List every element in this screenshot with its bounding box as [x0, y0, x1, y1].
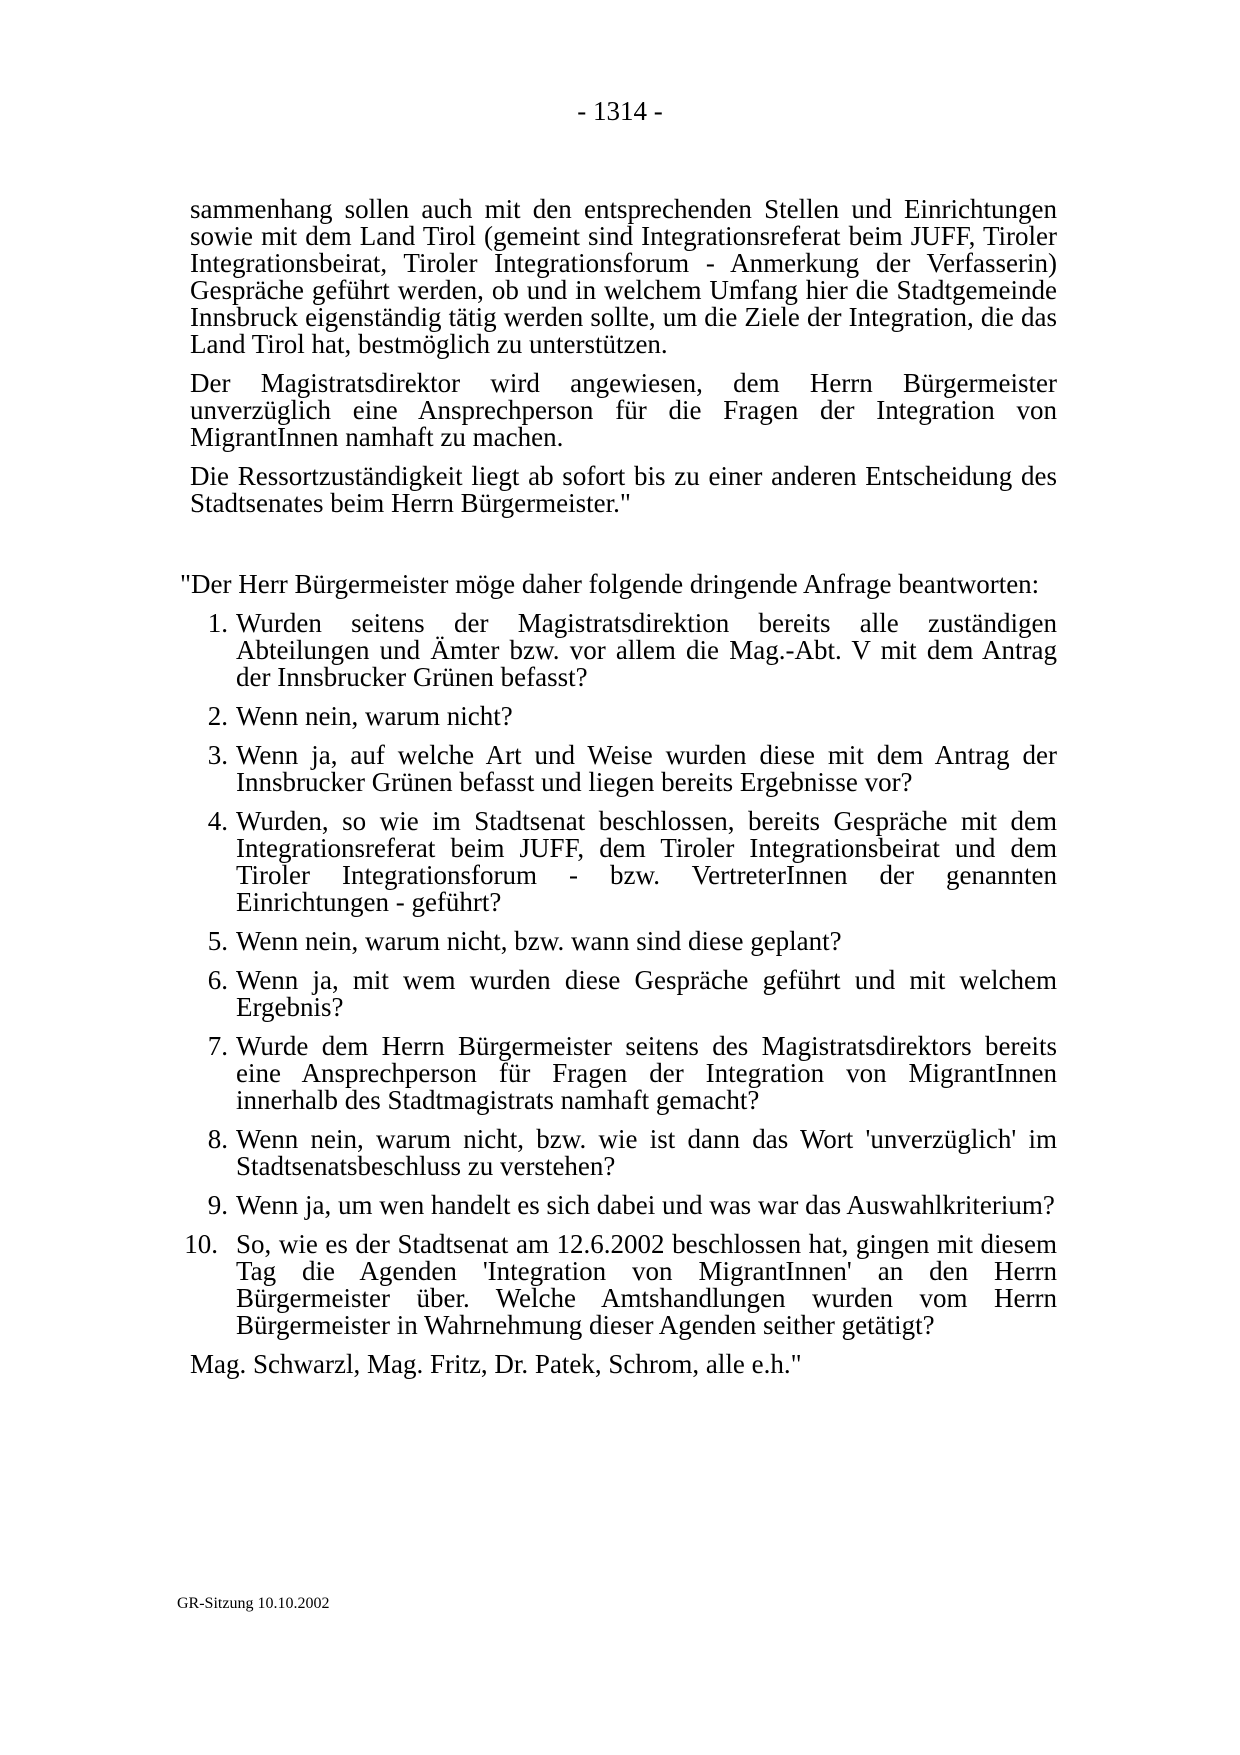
question-text: Wenn nein, warum nicht, bzw. wann sind diese geplant? — [236, 926, 842, 956]
question-item — [190, 808, 1057, 916]
question-number: 9. — [207, 1190, 228, 1220]
question-text: Wenn nein, warum nicht? — [236, 701, 513, 731]
question-item — [190, 1192, 1057, 1219]
question-item — [190, 703, 1057, 730]
page-number: - 1314 - — [577, 96, 663, 126]
question-text: Wenn ja, mit wem wurden diese Gespräche geführt und mit welchem Ergebnis? — [236, 965, 1057, 1022]
question-item — [184, 1229, 1057, 1340]
question-number: 7. — [207, 1031, 228, 1061]
question-number: 1. — [207, 608, 228, 638]
document-body — [180, 194, 1057, 1379]
intro-paragraph-1: sammenhang sollen auch mit den entsprechenden Stellen und Einrichtungen sowie mit dem Land Tirol (gemeint sind Integrationsreferat beim JUFF, Tiroler Integrationsbeirat, Tiroler Integrationsforum - Anmerkung der Verfasserin) Gespräche geführt werden, ob und in welchem Umfang hier die Stadtgemeinde Innsbruck eigenständig tätig werden sollte, um die Ziele der Integration, die das Land Tirol hat, bestmöglich zu unterstützen. — [190, 194, 1057, 359]
question-item — [190, 928, 1057, 955]
footer-session-date: GR-Sitzung 10.10.2002 — [177, 1595, 330, 1612]
question-text: Wurden, so wie im Stadtsenat beschlossen, bereits Gespräche mit dem Integrationsreferat beim JUFF, dem Tiroler Integrationsbeirat und dem Tiroler Integrationsforum - bzw. VertreterInnen der genannten Einrichtungen - geführt? — [236, 806, 1057, 917]
question-text: Wenn ja, um wen handelt es sich dabei und was war das Auswahlkriterium? — [236, 1190, 1055, 1220]
signatures: Mag. Schwarzl, Mag. Fritz, Dr. Patek, Schrom, alle e.h." — [190, 1349, 802, 1379]
section-spacer — [190, 529, 1057, 571]
question-text: Wenn nein, warum nicht, bzw. wie ist dann das Wort 'unverzüglich' im Stadtsenatsbeschluss zu verstehen? — [236, 1124, 1057, 1181]
question-text: Wenn ja, auf welche Art und Weise wurden diese mit dem Antrag der Innsbrucker Grünen befasst und liegen bereits Ergebnisse vor? — [236, 740, 1057, 797]
question-item — [190, 742, 1057, 796]
question-item — [190, 1033, 1057, 1114]
question-number: 2. — [207, 701, 228, 731]
intro-paragraph-2: Der Magistratsdirektor wird angewiesen, dem Herrn Bürgermeister unverzüglich eine Ansprechperson für die Fragen der Integration von MigrantInnen namhaft zu machen. — [190, 368, 1057, 452]
question-text: Wurden seitens der Magistratsdirektion bereits alle zuständigen Abteilungen und Ämter bzw. vor allem die Mag.-Abt. V mit dem Antrag der Innsbrucker Grünen befasst? — [236, 608, 1057, 692]
inquiry-intro: "Der Herr Bürgermeister möge daher folgende dringende Anfrage beantworten: — [180, 569, 1040, 599]
question-number: 10. — [184, 1229, 218, 1259]
question-list — [184, 608, 1057, 1340]
question-item — [190, 610, 1057, 691]
question-item — [190, 1126, 1057, 1180]
question-item — [190, 967, 1057, 1021]
question-text: So, wie es der Stadtsenat am 12.6.2002 beschlossen hat, gingen mit diesem Tag die Agenden 'Integration von MigrantInnen' an den Herrn Bürgermeister über. Welche Amtshandlungen wurden vom Herrn Bürgermeister in Wahrnehmung dieser Agenden seither getätigt? — [236, 1229, 1057, 1340]
intro-paragraph-3: Die Ressortzuständigkeit liegt ab sofort bis zu einer anderen Entscheidung des Stadtsenates beim Herrn Bürgermeister." — [190, 461, 1057, 518]
question-number: 3. — [207, 740, 228, 770]
question-number: 8. — [207, 1124, 228, 1154]
question-text: Wurde dem Herrn Bürgermeister seitens des Magistratsdirektors bereits eine Ansprechperson für Fragen der Integration von MigrantInnen innerhalb des Stadtmagistrats namhaft gemacht? — [236, 1031, 1057, 1115]
question-number: 5. — [207, 926, 228, 956]
question-number: 6. — [207, 965, 228, 995]
question-number: 4. — [207, 806, 228, 836]
